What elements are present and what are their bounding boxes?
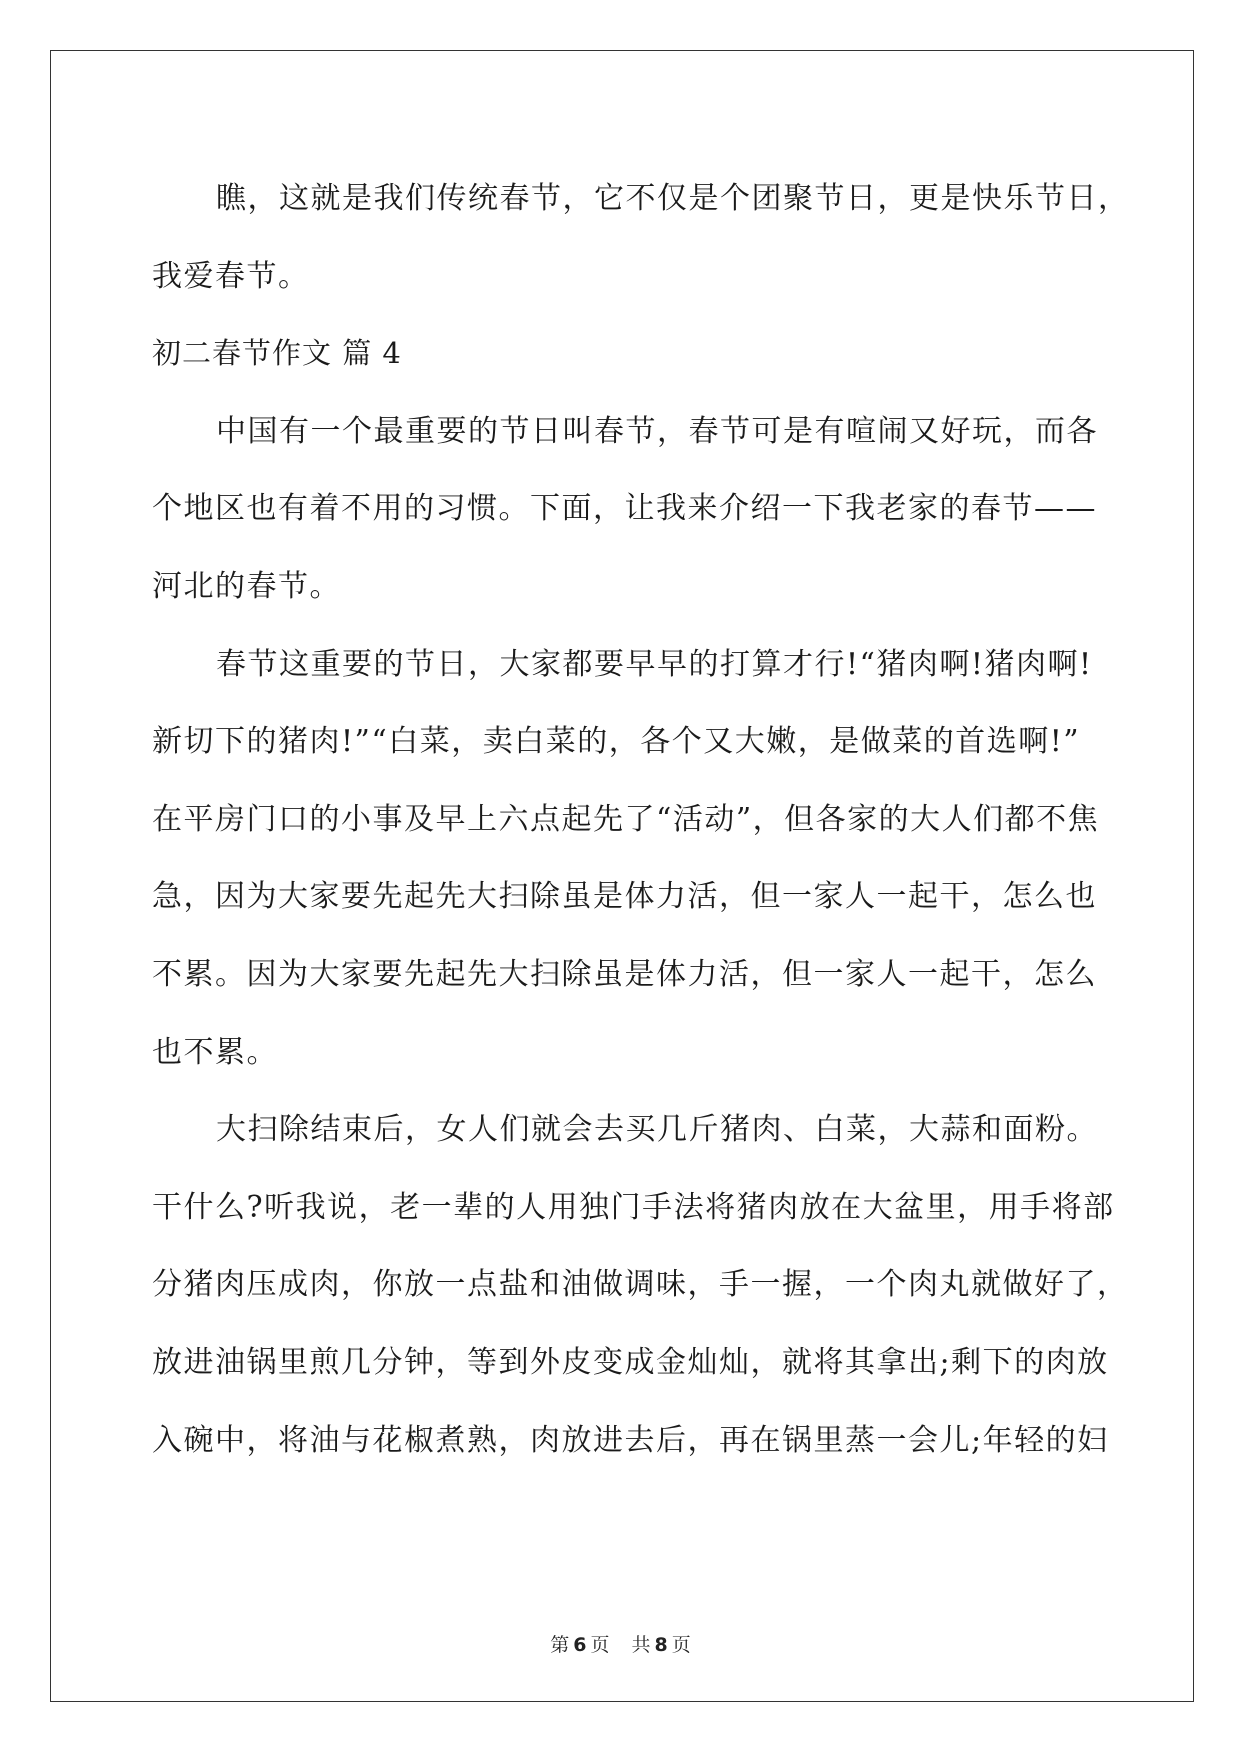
paragraph-line: 个地区也有着不用的习惯。下面，让我来介绍一下我老家的春节—— <box>152 491 1097 527</box>
paragraph-line: 放进油锅里煎几分钟，等到外皮变成金灿灿，就将其拿出;剩下的肉放 <box>152 1344 1109 1380</box>
paragraph-line: 入碗中，将油与花椒煮熟，肉放进去后，再在锅里蒸一会儿;年轻的妇 <box>152 1422 1109 1458</box>
footer-total-prefix: 共 <box>631 1634 651 1656</box>
paragraph-line: 春节这重要的节日，大家都要早早的打算才行!“猪肉啊!猪肉啊! <box>216 646 1093 682</box>
paragraph-line: 不累。因为大家要先起先大扫除虽是体力活，但一家人一起干，怎么 <box>152 956 1097 992</box>
paragraph-line: 在平房门口的小事及早上六点起先了“活动”，但各家的大人们都不焦 <box>152 801 1100 837</box>
paragraph-line: 中国有一个最重要的节日叫春节，春节可是有喧闹又好玩，而各 <box>216 413 1098 449</box>
paragraph-line: 瞧，这就是我们传统春节，它不仅是个团聚节日，更是快乐节日， <box>216 181 1130 216</box>
paragraph-line: 干什么?听我说，老一辈的人用独门手法将猪肉放在大盆里，用手将部 <box>152 1189 1115 1225</box>
document-body <box>152 160 1130 1479</box>
page-footer <box>0 1630 1241 1657</box>
total-pages: 8 <box>654 1634 668 1656</box>
footer-page-suffix: 页 <box>590 1634 610 1656</box>
paragraph-line: 分猪肉压成肉，你放一点盐和油做调味，手一握，一个肉丸就做好了， <box>152 1267 1129 1303</box>
paragraph-line: 也不累。 <box>152 1034 278 1070</box>
footer-prefix: 第 <box>550 1634 570 1656</box>
section-heading: 初二春节作文 篇 4 <box>152 336 402 371</box>
paragraph-line: 新切下的猪肉!”“白菜，卖白菜的，各个又大嫩，是做菜的首选啊!” <box>152 724 1081 760</box>
footer-total-suffix: 页 <box>671 1634 691 1656</box>
paragraph-line: 急，因为大家要先起先大扫除虽是体力活，但一家人一起干，怎么也 <box>152 879 1097 915</box>
paragraph-line: 大扫除结束后，女人们就会去买几斤猪肉、白菜，大蒜和面粉。 <box>216 1112 1098 1148</box>
paragraph-line: 我爱春节。 <box>152 258 310 294</box>
paragraph-line: 河北的春节。 <box>152 568 341 604</box>
page-number: 6 <box>573 1634 587 1656</box>
